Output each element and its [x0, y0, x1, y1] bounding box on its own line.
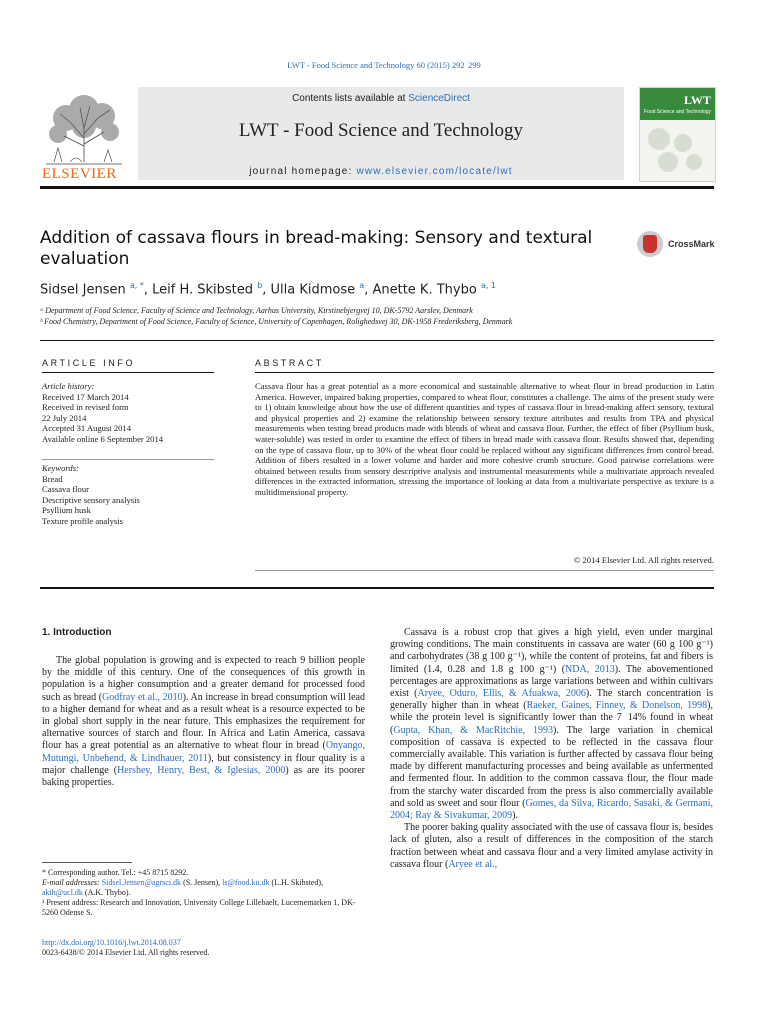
keyword: Cassava flour [42, 484, 90, 495]
citation-link[interactable]: Raeker, Gaines, Finney, & Donelson, 1998 [526, 700, 708, 712]
abstract-rule [255, 372, 714, 373]
footnote-rule [42, 862, 132, 863]
text-run: ). The starch concentration is generally higher than in wheat ( [390, 688, 713, 712]
keywords-block [42, 463, 214, 527]
author-name: Ulla Kidmose [270, 282, 356, 298]
email-owner: (S. Jensen), [183, 878, 221, 887]
cover-graphic [648, 128, 670, 150]
journal-homepage-line [138, 166, 624, 177]
history-item: Received in revised form [42, 402, 129, 413]
keyword: Psyllium husk [42, 505, 91, 516]
text-run: ). The abovementioned percentages are approximations as large variations between and within cultivars exist ( [390, 663, 713, 700]
paragraph [390, 822, 713, 871]
cover-graphic [674, 134, 692, 152]
corresponding-author-note: * Corresponding author. Tel.: +45 8715 8292. [42, 868, 189, 877]
body-column-right [390, 627, 713, 871]
text-run: Cassava is a robust crop that gives a high yield, even under marginal growing conditions. The main constituents in cassava are water (60 g 100 g⁻¹) and carbohydrates (38 g 100 g⁻¹), while the content of proteins, fat and fibers is limited (1.4, 0.28 and 1.8 g 100 g⁻¹) ( [390, 627, 713, 675]
crossmark-icon [637, 231, 663, 257]
email-addresses [42, 878, 365, 898]
affiliation-b: ᵇ Food Chemistry, Department of Food Science, Faculty of Science, University of Copenhagen, Rolighedsvej 30, DK-1958 Frederiksberg, Denmark [40, 317, 513, 326]
author-name: Sidsel Jensen [40, 282, 126, 298]
citation-link[interactable]: Gomes, da Silva, Ricardo, Sasaki, & Germani, 2004; Ray & Sivakumar, 2009 [390, 797, 713, 822]
article-info-heading: ARTICLE INFO [42, 358, 136, 368]
journal-cover-image[interactable] [639, 87, 716, 182]
cover-graphic [686, 154, 702, 170]
doi-link[interactable]: http://dx.doi.org/10.1016/j.lwt.2014.08.037 [42, 938, 181, 947]
paragraph [42, 655, 365, 789]
cover-subtitle: Food Science and Technology [644, 109, 711, 115]
journal-title: LWT - Food Science and Technology [238, 120, 524, 141]
keywords-rule [42, 459, 214, 460]
email-owner: (A.K. Thybo). [84, 888, 131, 897]
homepage-link[interactable]: www.elsevier.com/locate/lwt [356, 166, 513, 177]
history-item: Received 17 March 2014 [42, 391, 129, 402]
citation-link[interactable]: NDA, 2013 [565, 663, 615, 675]
text-run: The global population is growing and is expected to reach 9 billion people by the middle of this century. One of the consequences of this growth in population is a higher consumption and a greater demand for processed food such as bread ( [42, 655, 365, 703]
contents-line [138, 93, 624, 104]
history-item: Available online 6 September 2014 [42, 433, 164, 444]
paragraph [390, 627, 713, 822]
keyword: Descriptive sensory analysis [42, 494, 140, 505]
article-info-rule [42, 372, 214, 373]
header-rule [40, 186, 714, 189]
email-label: E-mail addresses: [42, 878, 100, 887]
author-affiliation-marker[interactable]: a [359, 281, 365, 290]
abstract-bottom-rule [255, 570, 714, 571]
publisher-logo-text: ELSEVIER [42, 166, 117, 182]
author-name: Anette K. Thybo [372, 282, 477, 298]
cover-title: LWT [684, 93, 711, 107]
affiliation-rule [40, 340, 714, 341]
history-label: Article history: [42, 381, 95, 391]
journal-reference[interactable]: LWT - Food Science and Technology 60 (2015) 292 299 [287, 60, 481, 70]
text-run: ) as are its poorer baking properties. [42, 764, 365, 789]
keyword: Bread [42, 473, 63, 484]
contents-prefix: Contents lists available at [292, 93, 409, 104]
sciencedirect-link[interactable]: ScienceDirect [408, 93, 470, 104]
email-owner: (L.H. Skibsted), [271, 878, 324, 887]
email-link[interactable]: akth@ucl.dk [42, 888, 83, 897]
article-title: Addition of cassava flours in bread-making: Sensory and textural evaluation [40, 228, 593, 269]
author-name: Leif H. Skibsted [152, 282, 254, 298]
citation-link[interactable]: Aryee, Oduro, Ellis, & Afuakwa, 2006 [417, 688, 586, 700]
present-address-note: ¹ Present address: Research and Innovation, University College Lillebaelt, Lucernemarken 1, DK-5260 Odense S. [42, 898, 356, 917]
text-run: ). The large variation in chemical composition of cassava is expected to be reflected in the cassava flour commercially available. This variation is further affected by cassava flour being made by different manufacturing processes and being available as unfermented and fermented flour. In addition to the common cassava flour, the flour made from the starchy water discarded from the press is also commercially available and sold as sweet and sour flour ( [390, 724, 713, 809]
homepage-prefix: journal homepage: [249, 166, 357, 177]
text-run: ). An increase in bread consumption will lead to a higher demand for wheat and as a result wheat is a resource expected to be in global short supply in the near future. This emphasizes the requirement for alternative sources of starch and flour. In Africa and Latin America, cassava flour has a great potential as an alternative to wheat flour in bread ( [42, 691, 365, 752]
front-matter-rule [40, 587, 714, 589]
article-history [42, 381, 214, 445]
issn-copyright: 0023-6438/© 2014 Elsevier Ltd. All rights reserved. [42, 948, 210, 957]
cover-graphic [658, 152, 678, 172]
text-run: ), but consistency in flour quality is a major challenge ( [42, 752, 365, 776]
citation-link[interactable]: Gupta, Khan, & MacRitchie, 1993 [393, 724, 554, 736]
text-run: ), while the protein level is significantly lower than the 7 14% found in wheat ( [390, 700, 713, 736]
affiliation-a: ᵃ Department of Food Science, Faculty of Science and Technology, Aarhus University, Kirstinebjergvej 10, DK-5792 Aarslev, Denmark [40, 306, 473, 315]
abstract-text: Cassava flour has a great potential as a more economical and sustainable alternative to wheat flour in bread production in Latin America. However, impaired baking properties, compared to wheat flour, constitutes a challenge. The aims of the present study were to 1) obtain knowledge about how the use of different quantities and types of cassava flour in bread-making affect sensory, textural and physical properties and 2) examine the relationship between sensory texture attributes and results from TPA and physical measurements when testing bread products made with blends of wheat and cassava flour. Further, the effect of fiber (Psyllium husk, water-soluble) was tested in order to examine the effect of fibers in bread made with cassava flour. Results showed that, depending on the type of cassava flour, up to 30% of the wheat flour could be replaced without any significant differences from control bread. Addition of fibers resulted in a lower volume and harder and more cohesive crumb structure. Good pairwise correlations were obtained between results from sensory descriptive analysis and instrumental measurements while a multivariate approach revealed differences in the extracted information, stressing the importance of looking at data from a multivariate perspective as texture is a multidimensional property. [255, 381, 714, 497]
text-run: The poorer baking quality associated with the use of cassava flour is, besides lack of gluten, also a result of differences in the composition of the starch fraction between wheat and cassava flour and a very limited amylase activity in cassava flour ( [390, 822, 713, 870]
crossmark-button[interactable] [637, 231, 717, 257]
keywords-label: Keywords: [42, 463, 79, 473]
author-affiliation-marker[interactable]: a, 1 [480, 281, 497, 290]
section-heading-introduction: 1. Introduction [42, 627, 112, 638]
keyword: Texture profile analysis [42, 515, 124, 526]
body-column-left [42, 655, 365, 789]
email-link[interactable]: ls@food.ku.dk [222, 878, 270, 887]
text-run: ). [512, 810, 518, 822]
citation-link[interactable]: Godfray et al., 2010 [102, 691, 183, 703]
author-list: Sidsel Jensen $^{a, *}$, Leif H. Skibsted $^b$, Ulla Kidmose $^a$, Anette K. Thybo $^{a, 1}$ [40, 281, 497, 298]
email-link[interactable]: Sidsel.Jensen@agrsci.dk [101, 878, 182, 887]
citation-link[interactable]: Aryee et al., [448, 858, 498, 870]
history-item: Accepted 31 August 2014 [42, 423, 132, 434]
citation-link[interactable]: Hershey, Henry, Best, & Iglesias, 2000 [117, 764, 286, 776]
abstract-copyright: © 2014 Elsevier Ltd. All rights reserved. [573, 555, 714, 565]
citation-link[interactable]: Onyango, Mutungi, Unbehend, & Lindhauer, 2011 [42, 740, 365, 764]
abstract-heading: ABSTRACT [255, 358, 324, 368]
history-item: 22 July 2014 [42, 412, 87, 423]
author-affiliation-marker[interactable]: a, * [129, 281, 144, 290]
crossmark-label: CrossMark [668, 239, 715, 249]
author-affiliation-marker[interactable]: b [257, 281, 263, 290]
footnotes [42, 868, 365, 918]
